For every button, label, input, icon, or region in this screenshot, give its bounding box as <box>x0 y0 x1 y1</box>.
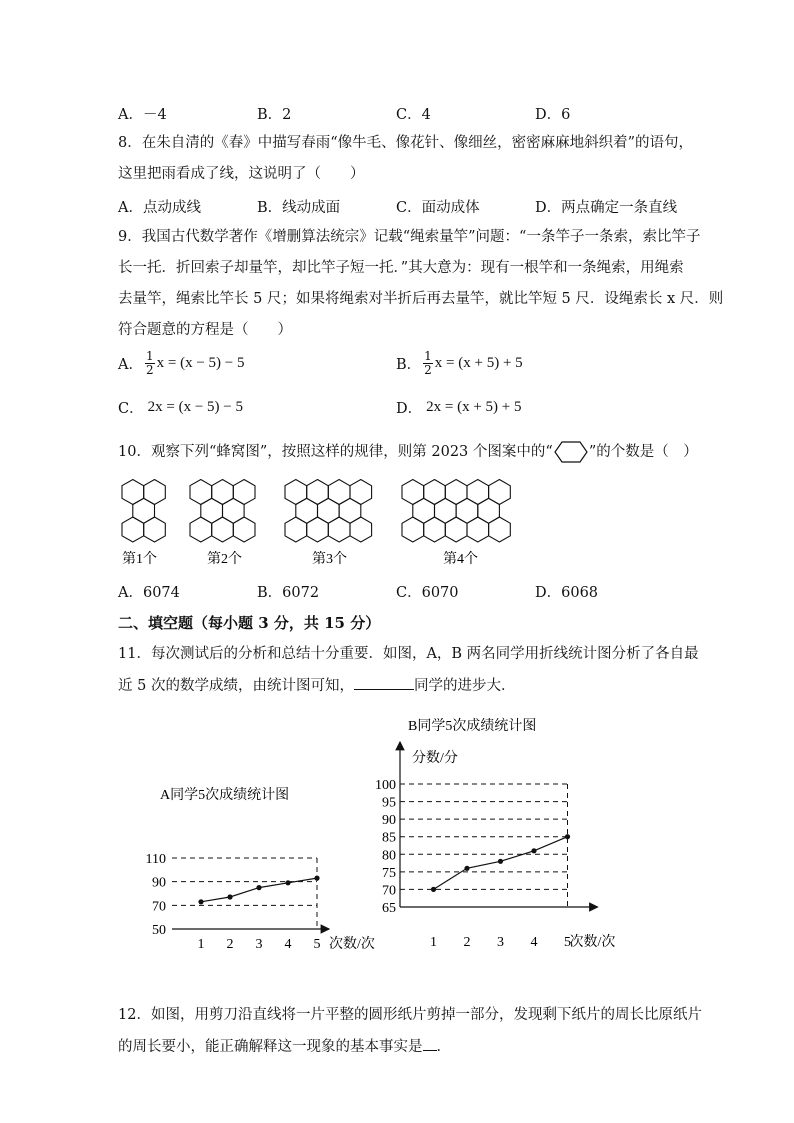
honeycomb-figure-2-cell <box>212 517 234 542</box>
q9-option-b-label: B． <box>396 357 422 373</box>
chart-b-y-tick: 75 <box>382 865 396 881</box>
honeycomb-figure-3-cell <box>328 517 350 542</box>
chart-b-data-point <box>431 887 436 892</box>
honeycomb-figure-2-cell <box>233 517 255 542</box>
honeycomb-figure-4-cell <box>445 517 467 542</box>
q8-option-d: D．两点确定一条直线 <box>535 200 678 216</box>
chart-a-x-tick: 2 <box>226 937 234 952</box>
honeycomb-figure-3-cell <box>296 498 318 523</box>
chart-b-y-tick: 70 <box>382 883 396 899</box>
chart-b-data-point <box>464 866 469 871</box>
honeycomb-figure-4-cell <box>489 517 511 542</box>
chart-a-y-tick: 110 <box>145 852 166 867</box>
honeycomb-figure-1-cell <box>144 517 166 542</box>
chart-b-data-point <box>531 848 536 853</box>
honeycomb-figure-3-cell <box>350 517 372 542</box>
chart-b-y-tick: 80 <box>382 848 396 864</box>
q9-option-d-expr: 2x = (x + 5) + 5 <box>426 399 522 415</box>
honeycomb-caption-3: 第3个 <box>312 552 347 567</box>
honeycomb-figure-4-cell <box>467 517 489 542</box>
honeycomb-figure-2-cell <box>223 498 245 523</box>
chart-a-data-point <box>227 894 232 899</box>
q8-option-c: C．面动成体 <box>396 200 480 216</box>
q9-option-d <box>396 397 522 418</box>
q7-option-b: B．2 <box>257 107 292 123</box>
answer-blank[interactable] <box>354 675 414 690</box>
chart-a-data-point <box>314 876 319 881</box>
q9-option-a-expr: x = (x − 5) − 5 <box>156 355 245 371</box>
q10-prefix: 10．观察下列“蜂窝图”，按照这样的规律，则第 2023 个图案中的“ <box>118 444 553 460</box>
chart-a-data-point <box>198 899 203 904</box>
chart-b-x-tick: 1 <box>430 935 437 950</box>
q11-line-2: 近 5 次的数学成绩，由统计图可知， 同学的进步大． <box>118 675 515 696</box>
q11-line-1: 11．每次测试后的分析和总结十分重要．如图，A，B 两名同学用折线统计图分析了各自最 <box>118 646 699 662</box>
q8-option-b: B．线动成面 <box>257 200 341 216</box>
chart-a-y-tick: 70 <box>152 899 166 915</box>
honeycomb-figure-1-cell <box>122 517 144 542</box>
q9-line-4: 符合题意的方程是（ ） <box>118 322 292 338</box>
honeycomb-figure-4-cell <box>402 517 424 542</box>
chart-b-y-tick: 95 <box>382 795 396 811</box>
q9-line-3: 去量竿，绳索比竿长 5 尺；如果将绳索对半折后再去量竿，就比竿短 5 尺．设绳索长 x 尺．则 <box>118 291 724 307</box>
q9-option-d-label: D． <box>396 401 423 417</box>
q9-option-b-expr: x = (x + 5) + 5 <box>434 355 523 371</box>
honeycomb-figure-2-cell <box>201 498 223 523</box>
honeycomb-figure-4-cell <box>478 498 500 523</box>
chart-b-y-label: 分数/分 <box>412 751 458 766</box>
chart-b-data-point <box>565 834 570 839</box>
q9-option-b <box>396 350 523 377</box>
q12-line-1: 12．如图，用剪刀沿直线将一片平整的圆形纸片剪掉一部分，发现剩下纸片的周长比原纸片 <box>118 1007 702 1023</box>
half-fraction: $\frac{1}{2}$ <box>145 349 154 377</box>
chart-a-x-tick: 5 <box>313 937 321 952</box>
chart-b-y-tick: 85 <box>382 830 396 846</box>
q10-option-d: D．6068 <box>535 585 599 601</box>
chart-b-y-tick: 100 <box>375 778 396 793</box>
honeycomb-figure-3-cell <box>307 517 329 542</box>
chart-a <box>130 775 375 955</box>
chart-a-x-tick: 3 <box>255 937 263 952</box>
chart-b-x-label: 次数/次 <box>569 935 616 950</box>
q10-option-b: B．6072 <box>257 585 320 601</box>
q10-suffix: ”的个数是（ ） <box>588 444 698 460</box>
q9-option-c <box>118 397 243 418</box>
honeycomb-caption-2: 第2个 <box>207 552 242 567</box>
q9-line-1: 9．我国古代数学著作《增删算法统宗》记载“绳索量竿”问题：“一条竿子一条索，索比竿子 <box>118 229 701 245</box>
q7-option-d: D．6 <box>535 107 571 123</box>
honeycomb-figures <box>100 470 540 570</box>
chart-b-data-point <box>498 859 503 864</box>
chart-a-title: A同学5次成绩统计图 <box>160 788 290 803</box>
q9-option-c-label: C． <box>118 401 144 417</box>
chart-a-data-point <box>256 885 261 890</box>
q9-option-a-label: A． <box>118 357 143 373</box>
chart-b-x-tick: 4 <box>530 935 538 950</box>
chart-b-x-tick: 3 <box>497 935 504 950</box>
honeycomb-figure-4-cell <box>435 498 457 523</box>
chart-b-y-tick: 65 <box>382 901 396 916</box>
q8-option-a: A．点动成线 <box>118 200 201 216</box>
hexagon-icon <box>554 441 588 463</box>
chart-b <box>360 712 645 962</box>
q9-option-a <box>118 350 245 377</box>
honeycomb-figure-3-cell <box>285 517 307 542</box>
q9-option-c-expr: 2x = (x − 5) − 5 <box>147 399 243 415</box>
chart-a-y-tick: 50 <box>152 923 166 938</box>
chart-a-x-label: 次数/次 <box>329 937 375 952</box>
honeycomb-caption-4: 第4个 <box>443 552 478 567</box>
honeycomb-figure-3-cell <box>339 498 361 523</box>
chart-a-x-tick: 1 <box>197 937 205 952</box>
q8-line-1: 8．在朱自清的《春》中描写春雨“像牛毛、像花针、像细丝，密密麻麻地斜织着”的语句， <box>118 135 694 151</box>
chart-b-x-tick: 2 <box>463 935 471 950</box>
q10-question <box>118 441 698 463</box>
answer-blank[interactable] <box>423 1036 437 1051</box>
q10-option-a: A．6074 <box>118 585 180 601</box>
chart-b-x-tick: 5 <box>564 935 571 950</box>
chart-a-y-tick: 90 <box>152 875 166 891</box>
chart-b-y-tick: 90 <box>382 813 396 829</box>
q12-line-2: 的周长要小，能正确解释这一现象的基本事实是 ． <box>118 1036 451 1057</box>
honeycomb-figure-1-cell <box>133 498 155 523</box>
q7-option-c: C．4 <box>396 107 431 123</box>
section-title: 二、填空题（每小题 3 分，共 15 分） <box>118 614 381 632</box>
honeycomb-figure-4-cell <box>424 517 446 542</box>
honeycomb-figure-4-cell <box>456 498 478 523</box>
q7-option-a: A．－4 <box>118 107 167 123</box>
chart-a-data-point <box>285 880 290 885</box>
chart-a-x-tick: 4 <box>284 937 292 952</box>
chart-b-title: B同学5次成绩统计图 <box>408 719 537 734</box>
q10-option-c: C．6070 <box>396 585 459 601</box>
honeycomb-caption-1: 第1个 <box>122 552 157 567</box>
honeycomb-figure-3-cell <box>318 498 340 523</box>
q8-line-2: 这里把雨看成了线，这说明了（ ） <box>118 166 365 182</box>
honeycomb-figure-2-cell <box>190 517 212 542</box>
q9-line-2: 长一托．折回索子却量竿，却比竿子短一托．”其大意为：现有一根竿和一条绳索，用绳索 <box>118 260 684 276</box>
half-fraction: $\frac{1}{2}$ <box>424 349 432 377</box>
honeycomb-figure-4-cell <box>413 498 435 523</box>
